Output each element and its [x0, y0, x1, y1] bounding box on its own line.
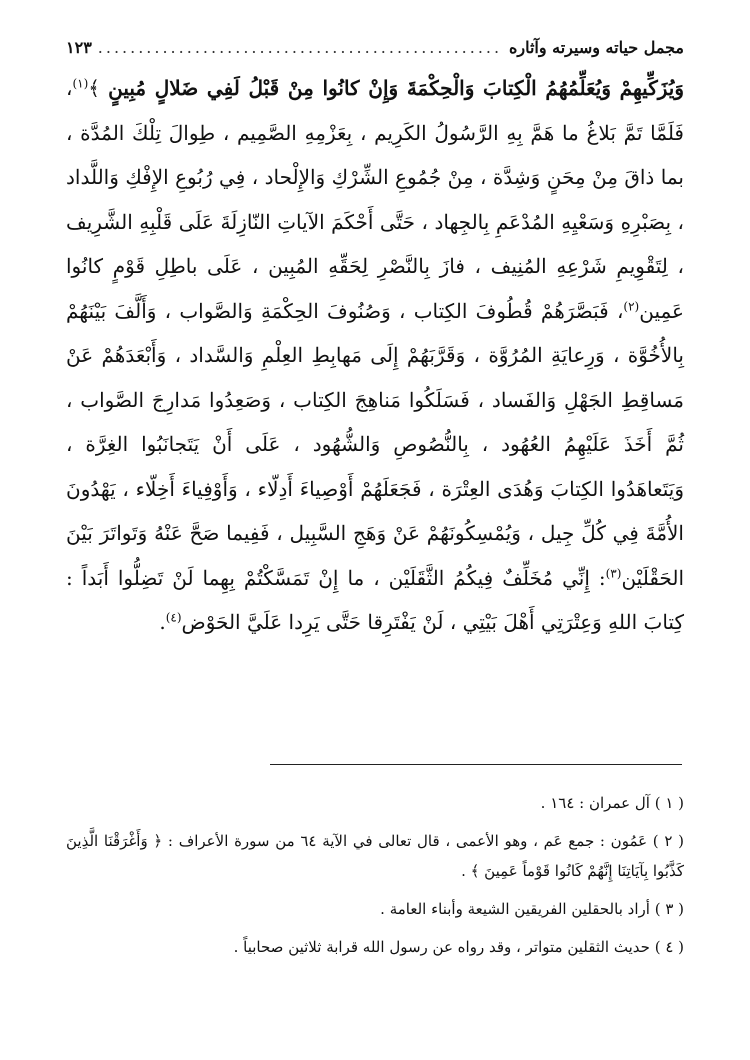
footnote-4 — [66, 932, 684, 962]
footnote-marker-2[interactable]: (٢) — [623, 298, 640, 313]
footnote-3 — [66, 894, 684, 924]
footnote-text: آل عمران : ١٦٤ . — [540, 794, 650, 812]
header-title: مجمل حياته وسيرته وآثاره — [508, 37, 684, 57]
footnote-number: ( ٣ ) — [654, 900, 684, 918]
footnote-2 — [66, 826, 684, 886]
main-paragraph: وَيُزَكِّيهِمْ وَيُعَلِّمُهُمُ الْكِتابَ وَالْحِكْمَةَ وَإِنْ كانُوا مِنْ قَبْلُ لَفِي ضَلالٍ مُبِينٍ ﴾$^{(١)}$، فَلَمَّا تَمَّ بَلاغُ ما هَمَّ بِهِ الرَّسُولُ الكَرِيم ، بِعَزْمِهِ الصَّمِيم ، طِوالَ تِلْكَ المُدَّة ، بما ذاقَ مِنْ مِحَنٍ وَشِدَّة ، مِنْ جُمُوعِ الشِّرْكِ وَالإِلْحاد ، فِي رُبُوعِ الإِفْكِ وَاللَّداد ، بِصَبْرِهِ وَسَعْيِهِ المُدْعَمِ بِالجِهاد ، حَتَّى أَحْكَمَ الآياتِ النّازِلَةَ عَلَى قَلْبِهِ الشَّرِيف ، لِتَقْوِيمِ شَرْعِهِ المُنِيف ، فازَ بِالنَّصْرِ لِحَقِّهِ المُبِين ، عَلَى باطِلِ قَوْمٍ كانُوا عَمِين$^{(٢)}$، فَبَصَّرَهُمْ قُطُوفَ الكِتاب ، وَصُنُوفَ الحِكْمَةِ وَالصَّواب ، وَأَلَّفَ بَيْنَهُمْ بِالأُخُوَّة ، وَرِعايَةِ المُرُوَّة ، وَقَرَّبَهُمْ إِلَى مَهابِطِ العِلْمِ وَالسَّداد ، وَأَبْعَدَهُمْ عَنْ مَساقِطِ الجَهْلِ وَالفَساد ، فَسَلَكُوا مَناهِجَ الكِتاب ، وَصَعِدُوا مَدارِجَ الصَّواب ، ثُمَّ أَخَذَ عَلَيْهِمُ العُهُود ، بِالنُّصُوصِ وَالشُّهُود ، عَلَى أَنْ يَتَجانَبُوا الغِرَّة ، وَيَتَعاهَدُوا الكِتابَ وَهُدَى العِتْرَة ، فَجَعَلَهُمْ أَوْصِياءَ أَدِلّاء ، وَأَوْفِياءَ أَخِلّاء ، يَهْدُونَ الأُمَّةَ فِي كُلِّ جِيل ، وَيُمْسِكُونَهُمْ عَنْ وَهَجِ السَّبِيل ، فَفِيما صَحَّ عَنْهُ وَتَواتَرَ بَيْنَ الحَقْلَيْن$^{(٣)}$: إِنِّي مُخَلِّفٌ فِيكُمُ الثَّقَلَيْن ، ما إِنْ تَمَسَّكْتُمْ بِهِما لَنْ تَضِلُّوا أَبَداً : كِتابَ اللهِ وَعِتْرَتِي أَهْلَ بَيْتِي ، لَنْ يَفْتَرِقا حَتَّى يَرِدا عَلَيَّ الحَوْض$^{(٤)}$. — [66, 76, 685, 634]
footnote-marker-3[interactable]: (٣) — [605, 565, 622, 580]
running-header — [66, 34, 684, 60]
page-number: ١٢٣ — [66, 37, 92, 57]
footnotes-section — [66, 788, 684, 970]
footnote-text: عَمُون : جمع عَم ، وهو الأعمى ، قال تعالى في الآية ٦٤ من سورة الأعراف : ﴿ وَأَغْرَقْنَا الَّذِينَ كَذَّبُوا بِآيَاتِنَا إِنَّهُمْ كَانُوا قَوْماً عَمِينَ ﴾ . — [66, 832, 684, 880]
quran-verse: وَيُزَكِّيهِمْ وَيُعَلِّمُهُمُ الْكِتابَ وَالْحِكْمَةَ وَإِنْ كانُوا مِنْ قَبْلُ لَفِي ضَلالٍ مُبِينٍ — [108, 76, 685, 100]
paragraph-text-b: ، فَبَصَّرَهُمْ قُطُوفَ الكِتاب ، وَصُنُوفَ الحِكْمَةِ وَالصَّواب ، وَأَلَّفَ بَيْنَهُمْ بِالأُخُوَّة ، وَرِعايَةِ المُرُوَّة ، وَقَرَّبَهُمْ إِلَى مَهابِطِ العِلْمِ وَالسَّداد ، وَأَبْعَدَهُمْ عَنْ مَساقِطِ الجَهْلِ وَالفَساد ، فَسَلَكُوا مَناهِجَ الكِتاب ، وَصَعِدُوا مَدارِجَ الصَّواب ، ثُمَّ أَخَذَ عَلَيْهِمُ العُهُود ، بِالنُّصُوصِ وَالشُّهُود ، عَلَى أَنْ يَتَجانَبُوا الغِرَّة ، وَيَتَعاهَدُوا الكِتابَ وَهُدَى العِتْرَة ، فَجَعَلَهُمْ أَوْصِياءَ أَدِلّاء ، وَأَوْفِياءَ أَخِلّاء ، يَهْدُونَ الأُمَّةَ فِي كُلِّ جِيل ، وَيُمْسِكُونَهُمْ عَنْ وَهَجِ السَّبِيل ، فَفِيما صَحَّ عَنْهُ وَتَواتَرَ بَيْنَ الحَقْلَيْن — [66, 298, 684, 590]
paragraph-text-c: : إِنِّي مُخَلِّفٌ فِيكُمُ الثَّقَلَيْن ، ما إِنْ تَمَسَّكْتُمْ بِهِما لَنْ تَضِلُّوا أَبَداً : كِتابَ اللهِ وَعِتْرَتِي أَهْلَ بَيْتِي ، لَنْ يَفْتَرِقا حَتَّى يَرِدا عَلَيَّ الحَوْض — [66, 565, 684, 634]
footnote-number: ( ١ ) — [654, 794, 684, 812]
header-leader-dots — [98, 38, 503, 57]
footnote-divider — [270, 764, 682, 765]
footnote-number: ( ٤ ) — [654, 938, 684, 956]
footnote-marker-1[interactable]: (١) — [72, 76, 89, 91]
footnote-1 — [66, 788, 684, 818]
footnote-marker-4[interactable]: (٤) — [165, 610, 182, 625]
footnote-text: حديث الثقلين متواتر ، وقد رواه عن رسول الله قرابة ثلاثين صحابياً . — [233, 938, 650, 956]
footnote-number: ( ٢ ) — [652, 832, 685, 850]
paragraph-end: . — [159, 610, 166, 634]
footnote-text: أراد بالحقلين الفريقين الشيعة وأبناء العامة . — [380, 900, 650, 918]
main-text — [66, 66, 684, 645]
paragraph-text-a: ، فَلَمَّا تَمَّ بَلاغُ ما هَمَّ بِهِ الرَّسُولُ الكَرِيم ، بِعَزْمِهِ الصَّمِيم ، طِوالَ تِلْكَ المُدَّة ، بما ذاقَ مِنْ مِحَنٍ وَشِدَّة ، مِنْ جُمُوعِ الشِّرْكِ وَالإِلْحاد ، فِي رُبُوعِ الإِفْكِ وَاللَّداد ، بِصَبْرِهِ وَسَعْيِهِ المُدْعَمِ بِالجِهاد ، حَتَّى أَحْكَمَ الآياتِ النّازِلَةَ عَلَى قَلْبِهِ الشَّرِيف ، لِتَقْوِيمِ شَرْعِهِ المُنِيف ، فازَ بِالنَّصْرِ لِحَقِّهِ المُبِين ، عَلَى باطِلِ قَوْمٍ كانُوا عَمِين — [66, 76, 684, 323]
